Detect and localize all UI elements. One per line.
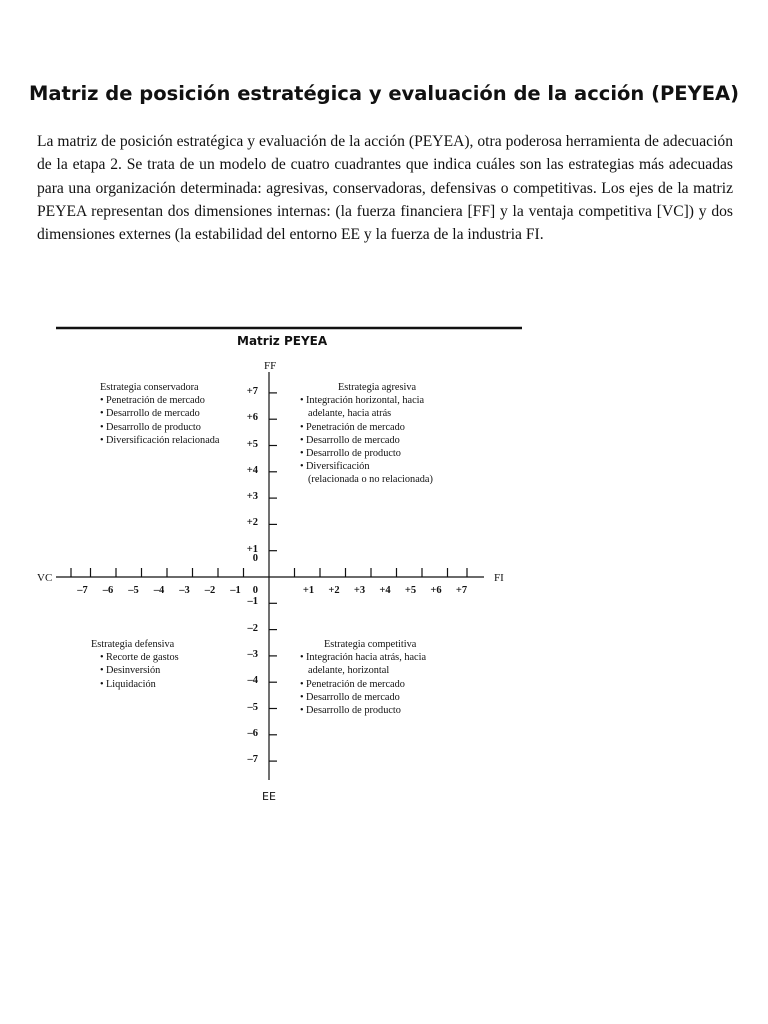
y-tick-label: +1 [246, 543, 258, 555]
strategy-item [100, 678, 179, 691]
strategy-text: Integración horizontal, hacia [306, 395, 425, 407]
x-tick-label: +6 [430, 585, 442, 596]
bullet-icon: • [300, 678, 304, 690]
strategy-item [100, 434, 220, 447]
strategy-item-continuation [300, 407, 433, 420]
y-tick-label: +4 [246, 464, 258, 476]
x-tick-label: +2 [328, 585, 340, 596]
strategy-text: Penetración de mercado [306, 678, 405, 690]
y-tick-label: –3 [247, 648, 258, 660]
quadrant-aggressive [300, 381, 433, 487]
x-tick-label: +7 [455, 585, 468, 596]
bullet-icon: • [300, 448, 304, 460]
x-tick-label: +1 [302, 585, 315, 596]
strategy-text: Integración hacia atrás, hacia [306, 652, 427, 664]
bullet-icon: • [100, 678, 104, 690]
strategy-text: Desarrollo de mercado [306, 691, 400, 703]
strategy-text: adelante, horizontal [308, 665, 390, 677]
y-tick-label: –7 [247, 754, 258, 766]
strategy-text: Desarrollo de producto [306, 705, 401, 717]
x-tick-label: +5 [404, 585, 417, 596]
strategy-text: Desinversión [106, 665, 161, 677]
bullet-icon: • [300, 434, 304, 446]
x-tick-label: –2 [204, 585, 216, 596]
x-tick-label: +3 [353, 585, 366, 596]
y-tick-label: –1 [247, 596, 258, 608]
strategy-item [300, 678, 426, 691]
strategy-item [300, 394, 433, 407]
strategy-text: Desarrollo de producto [106, 421, 201, 433]
quadrant-defensive [91, 638, 179, 691]
y-tick-label: –6 [247, 727, 258, 739]
y-tick-label: +7 [246, 385, 258, 397]
quadrant-title: Estrategia conservadora [100, 382, 199, 393]
x-tick-label: –6 [102, 585, 114, 596]
quadrant-conservative [100, 381, 220, 447]
strategy-text: Desarrollo de mercado [306, 434, 400, 446]
axis-label-ee: EE [262, 790, 276, 803]
y-tick-label: –2 [247, 622, 258, 634]
strategy-text: Recorte de gastos [106, 652, 179, 664]
y-tick-label: +6 [246, 412, 258, 424]
strategy-list [300, 651, 426, 717]
bullet-icon: • [300, 395, 304, 407]
strategy-text: Penetración de mercado [306, 421, 405, 433]
quadrant-competitive [300, 638, 426, 717]
bullet-icon: • [100, 434, 104, 446]
bullet-icon: • [100, 395, 104, 407]
origin-label-lower: 0 [252, 585, 258, 596]
strategy-list [100, 394, 220, 447]
bullet-icon: • [100, 665, 104, 677]
strategy-list [91, 651, 179, 691]
bullet-icon: • [300, 705, 304, 717]
document-title: Matriz de posición estratégica y evaluación de la acción (PEYEA) [28, 82, 740, 105]
axis-label-vc: VC [37, 572, 53, 584]
bullet-icon: • [300, 691, 304, 703]
y-tick-label: +2 [246, 517, 258, 529]
strategy-item-continuation [300, 664, 426, 677]
strategy-text: (relacionada o no relacionada) [308, 474, 433, 486]
strategy-item [100, 407, 220, 420]
bullet-icon: • [100, 421, 104, 433]
quadrant-title: Estrategia defensiva [91, 639, 175, 650]
bullet-icon: • [300, 652, 304, 664]
axis-label-fi: FI [494, 572, 504, 584]
strategy-item [100, 664, 179, 677]
axis-label-ff: FF [264, 360, 277, 372]
strategy-text: Penetración de mercado [106, 395, 205, 407]
y-tick-label: +5 [246, 438, 258, 450]
x-tick-label: –5 [128, 585, 139, 596]
strategy-list [300, 394, 433, 486]
bullet-icon: • [300, 461, 304, 473]
bullet-icon: • [300, 421, 304, 433]
x-tick-label: –4 [153, 585, 165, 596]
x-tick-label: +4 [379, 585, 391, 596]
strategy-item [300, 651, 426, 664]
strategy-text: adelante, hacia atrás [308, 408, 392, 420]
y-tick-label: –4 [247, 675, 258, 687]
quadrant-title: Estrategia competitiva [324, 639, 417, 650]
x-tick-label: –1 [230, 585, 241, 596]
intro-paragraph: La matriz de posición estratégica y evaluación de la acción (PEYEA), otra poderosa herramienta de adecuación de la etapa 2. Se trata de un modelo de cuatro cuadrantes que indica cuáles son las estrategias más adecuadas para una organización determinada: agresivas, conservadoras, defensivas o competitivas. Los ejes de la matriz PEYEA representan dos dimensiones internas: (la fuerza financiera [FF] y la ventaja competitiva [VC]) y dos dimensiones externes (la estabilidad del entorno EE y la fuerza de la industria FI. [37, 133, 733, 244]
figure-title: Matriz PEYEA [237, 334, 328, 348]
strategy-text: Desarrollo de producto [306, 448, 401, 460]
strategy-item [300, 460, 433, 473]
strategy-item [300, 704, 426, 717]
strategy-text: Desarrollo de mercado [106, 408, 200, 420]
strategy-item [300, 447, 433, 460]
strategy-item [300, 421, 433, 434]
strategy-item [300, 434, 433, 447]
strategy-item [100, 394, 220, 407]
bullet-icon: • [100, 408, 104, 420]
strategy-item [300, 691, 426, 704]
strategy-text: Diversificación [306, 461, 370, 473]
strategy-item-continuation [300, 473, 433, 486]
strategy-item [100, 651, 179, 664]
strategy-text: Liquidación [106, 678, 156, 690]
x-tick-label: –7 [77, 585, 88, 596]
bullet-icon: • [100, 652, 104, 664]
origin-label-upper: 0 [252, 553, 258, 564]
x-tick-label: –3 [179, 585, 190, 596]
y-tick-label: –5 [247, 701, 258, 713]
strategy-item [100, 421, 220, 434]
strategy-text: Diversificación relacionada [106, 434, 220, 446]
quadrant-title: Estrategia agresiva [338, 382, 417, 393]
y-tick-label: +3 [246, 491, 258, 503]
